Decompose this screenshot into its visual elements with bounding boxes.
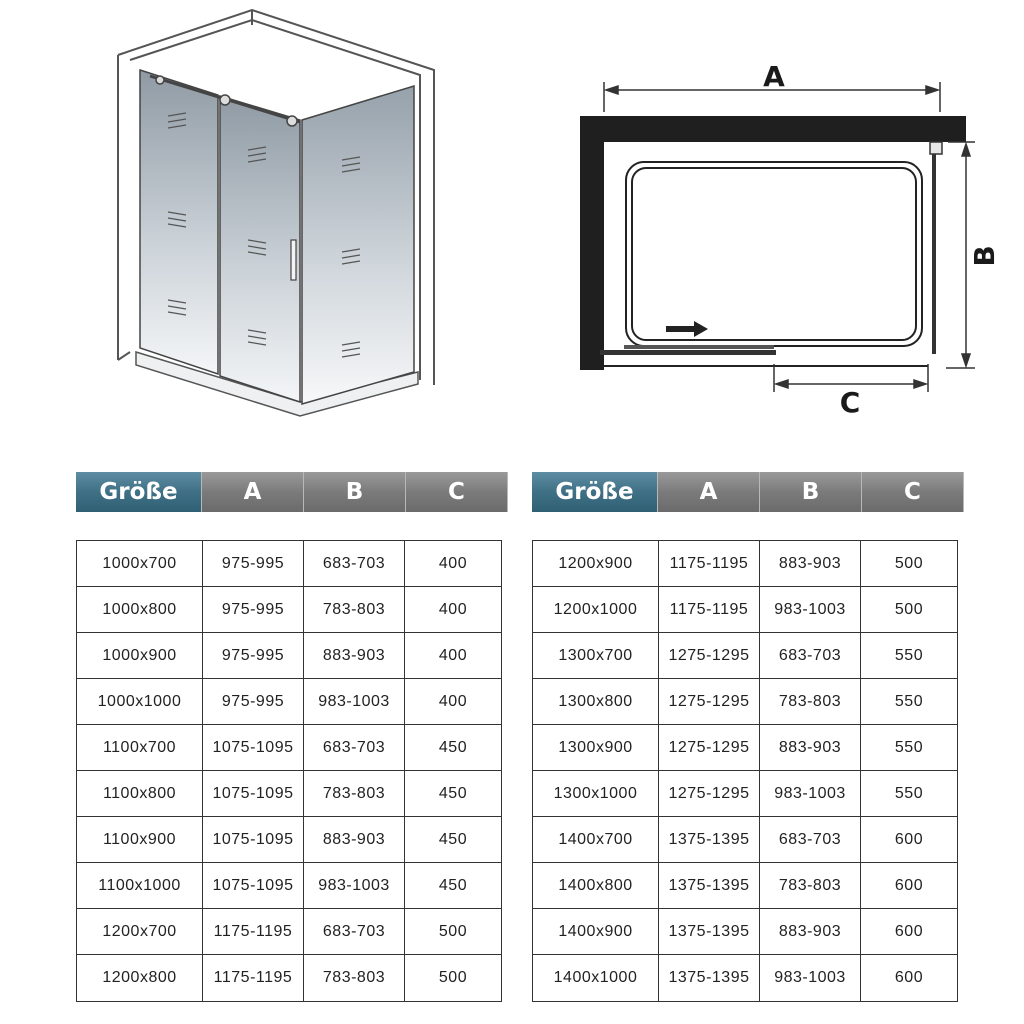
table-row — [533, 863, 957, 909]
table-row — [77, 955, 501, 1001]
cell-size: 1400x1000 — [533, 955, 659, 1001]
cell-b: 783-803 — [304, 955, 405, 1001]
table-row — [77, 633, 501, 679]
dimension-b-label: B — [968, 245, 1001, 267]
cell-c: 600 — [894, 969, 924, 986]
cell-a: 975-995 — [203, 587, 304, 632]
cell-c: 450 — [438, 784, 468, 802]
cell-b: 783-803 — [304, 771, 405, 816]
cell-a: 1275-1295 — [659, 725, 760, 770]
cell-b: 683-703 — [760, 817, 861, 862]
table-row — [533, 541, 957, 587]
cell-a: 975-995 — [203, 633, 304, 678]
cell-size: 1000x1000 — [77, 679, 203, 724]
cell-c: 600 — [894, 830, 924, 848]
cell-c: 550 — [894, 646, 924, 664]
cell-c: 550 — [894, 692, 924, 710]
header-b: B — [760, 472, 862, 512]
cell-c: 550 — [894, 738, 924, 756]
door-handle — [291, 240, 296, 280]
cell-size: 1000x900 — [77, 633, 203, 678]
cell-b: 883-903 — [304, 817, 405, 862]
table-row — [77, 771, 501, 817]
sliding-glass-door — [220, 96, 300, 402]
table-header — [532, 472, 964, 512]
cell-b: 683-703 — [760, 633, 861, 678]
cell-a: 975-995 — [203, 541, 304, 586]
cell-size: 1300x900 — [533, 725, 659, 770]
cell-b: 783-803 — [304, 587, 405, 632]
cell-a: 1175-1195 — [659, 541, 760, 586]
shower-enclosure-3d-view — [118, 10, 434, 416]
cell-b: 983-1003 — [760, 587, 861, 632]
cell-b: 683-703 — [304, 541, 405, 586]
table-row — [77, 541, 501, 587]
cell-b: 983-1003 — [760, 955, 861, 1001]
cell-b: 883-903 — [760, 909, 861, 954]
cell-a: 1075-1095 — [203, 771, 304, 816]
floor-plan-diagram — [580, 60, 1001, 419]
cell-c: 500 — [438, 922, 468, 940]
header-b: B — [304, 472, 406, 512]
header-size: Größe — [532, 472, 658, 512]
cell-c: 450 — [438, 830, 468, 848]
table-body — [532, 540, 958, 1002]
cell-b: 883-903 — [760, 541, 861, 586]
fixed-panel-bar — [600, 345, 776, 355]
header-a: A — [658, 472, 760, 512]
cell-a: 1375-1395 — [659, 817, 760, 862]
cell-size: 1200x900 — [533, 541, 659, 586]
cell-size: 1000x800 — [77, 587, 203, 632]
side-glass-panel — [302, 86, 414, 404]
table-row — [533, 633, 957, 679]
cell-b: 683-703 — [304, 909, 405, 954]
cell-a: 1375-1395 — [659, 909, 760, 954]
cell-size: 1200x1000 — [533, 587, 659, 632]
cell-size: 1300x1000 — [533, 771, 659, 816]
slide-direction-arrow-icon — [666, 321, 708, 337]
cell-a: 1375-1395 — [659, 955, 760, 1001]
cell-c: 500 — [894, 554, 924, 572]
table-row — [77, 679, 501, 725]
cell-a: 1275-1295 — [659, 633, 760, 678]
table-row — [533, 679, 957, 725]
cell-a: 1075-1095 — [203, 863, 304, 908]
table-row — [533, 771, 957, 817]
cell-size: 1100x700 — [77, 725, 203, 770]
cell-c: 600 — [894, 922, 924, 940]
cell-c: 400 — [438, 646, 468, 664]
cell-size: 1300x800 — [533, 679, 659, 724]
table-row — [533, 909, 957, 955]
cell-a: 1175-1195 — [203, 909, 304, 954]
cell-size: 1100x1000 — [77, 863, 203, 908]
side-panel-bar — [930, 142, 942, 354]
cell-size: 1300x700 — [533, 633, 659, 678]
table-body — [76, 540, 502, 1002]
cell-b: 883-903 — [304, 633, 405, 678]
table-header — [76, 472, 508, 512]
cell-a: 975-995 — [203, 679, 304, 724]
cell-b: 983-1003 — [304, 863, 405, 908]
cell-b: 983-1003 — [304, 679, 405, 724]
size-table-left — [76, 472, 508, 986]
cell-size: 1200x800 — [77, 955, 203, 1001]
cell-c: 600 — [894, 876, 924, 894]
cell-size: 1400x700 — [533, 817, 659, 862]
fixed-glass-panel — [140, 70, 218, 374]
cell-b: 783-803 — [760, 863, 861, 908]
size-table-right — [532, 472, 964, 986]
cell-size: 1200x700 — [77, 909, 203, 954]
cell-c: 400 — [438, 600, 468, 618]
cell-size: 1000x700 — [77, 541, 203, 586]
header-c: C — [862, 472, 964, 512]
cell-c: 400 — [438, 692, 468, 710]
cell-a: 1175-1195 — [659, 587, 760, 632]
table-row — [77, 817, 501, 863]
table-row — [77, 725, 501, 771]
product-illustration — [0, 0, 1024, 440]
floor-plan-walls — [580, 116, 966, 370]
cell-a: 1275-1295 — [659, 679, 760, 724]
header-size: Größe — [76, 472, 202, 512]
cell-c: 500 — [894, 600, 924, 618]
table-row — [533, 725, 957, 771]
cell-a: 1075-1095 — [203, 817, 304, 862]
cell-c: 550 — [894, 784, 924, 802]
header-c: C — [406, 472, 508, 512]
cell-c: 400 — [438, 554, 468, 572]
cell-b: 883-903 — [760, 725, 861, 770]
table-row — [533, 587, 957, 633]
cell-c: 500 — [438, 969, 468, 986]
table-row — [77, 909, 501, 955]
cell-a: 1275-1295 — [659, 771, 760, 816]
cell-a: 1175-1195 — [203, 955, 304, 1001]
header-a: A — [202, 472, 304, 512]
shower-tray-outline — [604, 162, 928, 366]
cell-c: 450 — [438, 738, 468, 756]
table-row — [77, 587, 501, 633]
cell-a: 1375-1395 — [659, 863, 760, 908]
cell-size: 1100x900 — [77, 817, 203, 862]
table-row — [533, 955, 957, 1001]
cell-size: 1100x800 — [77, 771, 203, 816]
cell-size: 1400x800 — [533, 863, 659, 908]
table-row — [77, 863, 501, 909]
cell-a: 1075-1095 — [203, 725, 304, 770]
dimension-c-label: C — [839, 386, 861, 419]
cell-b: 683-703 — [304, 725, 405, 770]
table-row — [533, 817, 957, 863]
cell-b: 983-1003 — [760, 771, 861, 816]
cell-size: 1400x900 — [533, 909, 659, 954]
cell-b: 783-803 — [760, 679, 861, 724]
dimension-a-label: A — [763, 60, 785, 93]
cell-c: 450 — [438, 876, 468, 894]
